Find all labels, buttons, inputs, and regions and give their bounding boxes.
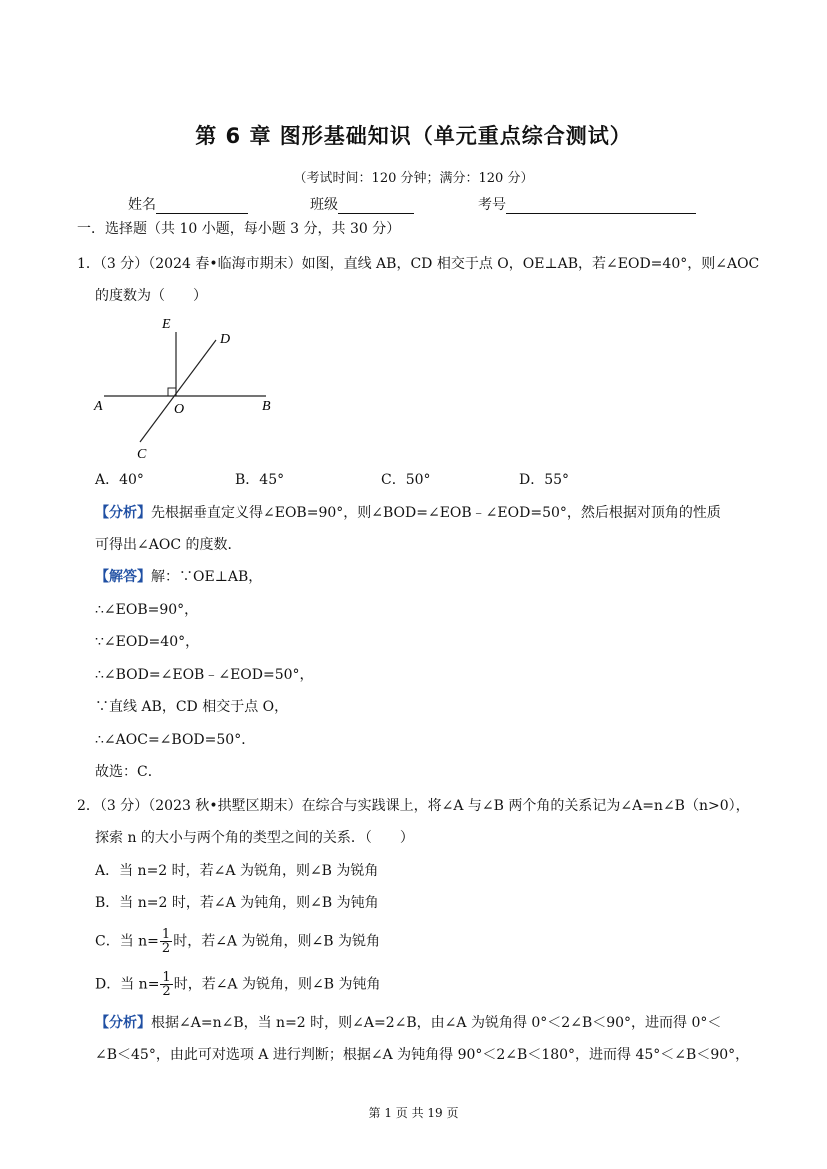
q1-answer-line1	[95, 567, 262, 587]
q1-answer-line4: ∴∠BOD=∠EOB﹣∠EOD=50°，	[95, 667, 314, 683]
q2-analysis-line1	[95, 1013, 721, 1033]
fraction-denominator: 2	[161, 941, 171, 956]
q1-answer-line7: 故选：C．	[95, 764, 162, 780]
q2-option-b: B．当 n=2 时，若∠A 为钝角，则∠B 为钝角	[95, 895, 379, 911]
q2-stem-line1: 2．（3 分）（2023 秋•拱墅区期末）在综合与实践课上，将∠A 与∠B 两个角的关系记为∠A=n∠B（n>0），	[77, 798, 750, 814]
q2-analysis-text1: 根据∠A=n∠B，当 n=2 时，则∠A=2∠B，由∠A 为锐角得 0°＜2∠B＜90°，进而得 0°＜	[151, 1015, 722, 1031]
class-label: 班级	[310, 197, 338, 213]
fraction-one-half	[160, 971, 172, 998]
fraction-numerator: 1	[161, 927, 171, 942]
analysis-tag: 【分析】	[95, 505, 151, 521]
q1-option-d: D．55°	[519, 472, 570, 488]
analysis-tag: 【分析】	[95, 1015, 151, 1031]
line-cd	[140, 340, 216, 442]
q1-answer-line6: ∴∠AOC=∠BOD=50°．	[95, 732, 256, 748]
q2-option-c-pre: C．当 n=	[95, 933, 159, 950]
fraction-numerator: 1	[162, 970, 171, 985]
q1-analysis-line2: 可得出∠AOC 的度数．	[95, 537, 242, 553]
q2-option-a: A．当 n=2 时，若∠A 为锐角，则∠B 为锐角	[95, 863, 379, 879]
q2-option-d-post: 时，若∠A 为锐角，则∠B 为钝角	[173, 976, 381, 993]
section-heading: 一．选择题（共 10 小题，每小题 3 分，共 30 分）	[77, 221, 401, 237]
name-blank	[156, 197, 248, 214]
label-d: D	[220, 332, 231, 347]
q2-option-d	[95, 971, 380, 998]
q1-figure	[90, 312, 290, 462]
q1-option-b: B．45°	[235, 472, 285, 488]
q2-stem-line2: 探索 n 的大小与两个角的类型之间的关系．（ ）	[95, 830, 414, 846]
number-label: 考号	[478, 197, 506, 213]
page-title: 第 6 章 图形基础知识（单元重点综合测试）	[195, 124, 632, 148]
number-field	[478, 194, 696, 214]
label-o: O	[174, 402, 185, 417]
name-label: 姓名	[128, 197, 156, 213]
label-b: B	[262, 399, 271, 414]
number-blank	[506, 197, 696, 214]
q1-option-a: A．40°	[95, 472, 144, 488]
exam-info: （考试时间：120 分钟；满分：120 分）	[293, 171, 534, 186]
label-c: C	[137, 447, 147, 462]
label-e: E	[162, 317, 171, 332]
q2-option-d-pre: D．当 n=	[95, 976, 160, 993]
q2-analysis-line2: ∠B＜45°，由此可对选项 A 进行判断；根据∠A 为钝角得 90°＜2∠B＜180°，进而得 45°＜∠B＜90°，	[95, 1047, 750, 1063]
q1-option-c: C．50°	[381, 472, 431, 488]
fraction-one-half	[160, 928, 172, 955]
q2-option-c	[95, 928, 380, 955]
q1-answer-line5: ∵直线 AB，CD 相交于点 O，	[95, 699, 289, 715]
q1-analysis-line1	[95, 503, 721, 523]
q2-option-c-post: 时，若∠A 为锐角，则∠B 为锐角	[173, 933, 380, 950]
class-blank	[338, 197, 414, 214]
name-field	[128, 194, 248, 214]
q1-stem-line2: 的度数为（ ）	[95, 288, 207, 304]
answer-tag: 【解答】	[95, 569, 151, 585]
q1-answer-line2: ∴∠EOB=90°，	[95, 602, 199, 618]
class-field	[310, 194, 414, 214]
q1-analysis-text1: 先根据垂直定义得∠EOB=90°，则∠BOD=∠EOB﹣∠EOD=50°，然后根据对顶角的性质	[151, 505, 721, 521]
q1-stem-line1: 1．（3 分）（2024 春•临海市期末）如图，直线 AB，CD 相交于点 O，OE⊥AB，若∠EOD=40°，则∠AOC	[77, 256, 760, 272]
page-number: 第 1 页 共 19 页	[368, 1106, 459, 1120]
q1-answer-line3: ∵∠EOD=40°，	[95, 634, 200, 650]
fraction-denominator: 2	[162, 984, 171, 999]
label-a: A	[94, 399, 103, 414]
q1-answer-text1: 解：∵OE⊥AB，	[151, 569, 263, 585]
